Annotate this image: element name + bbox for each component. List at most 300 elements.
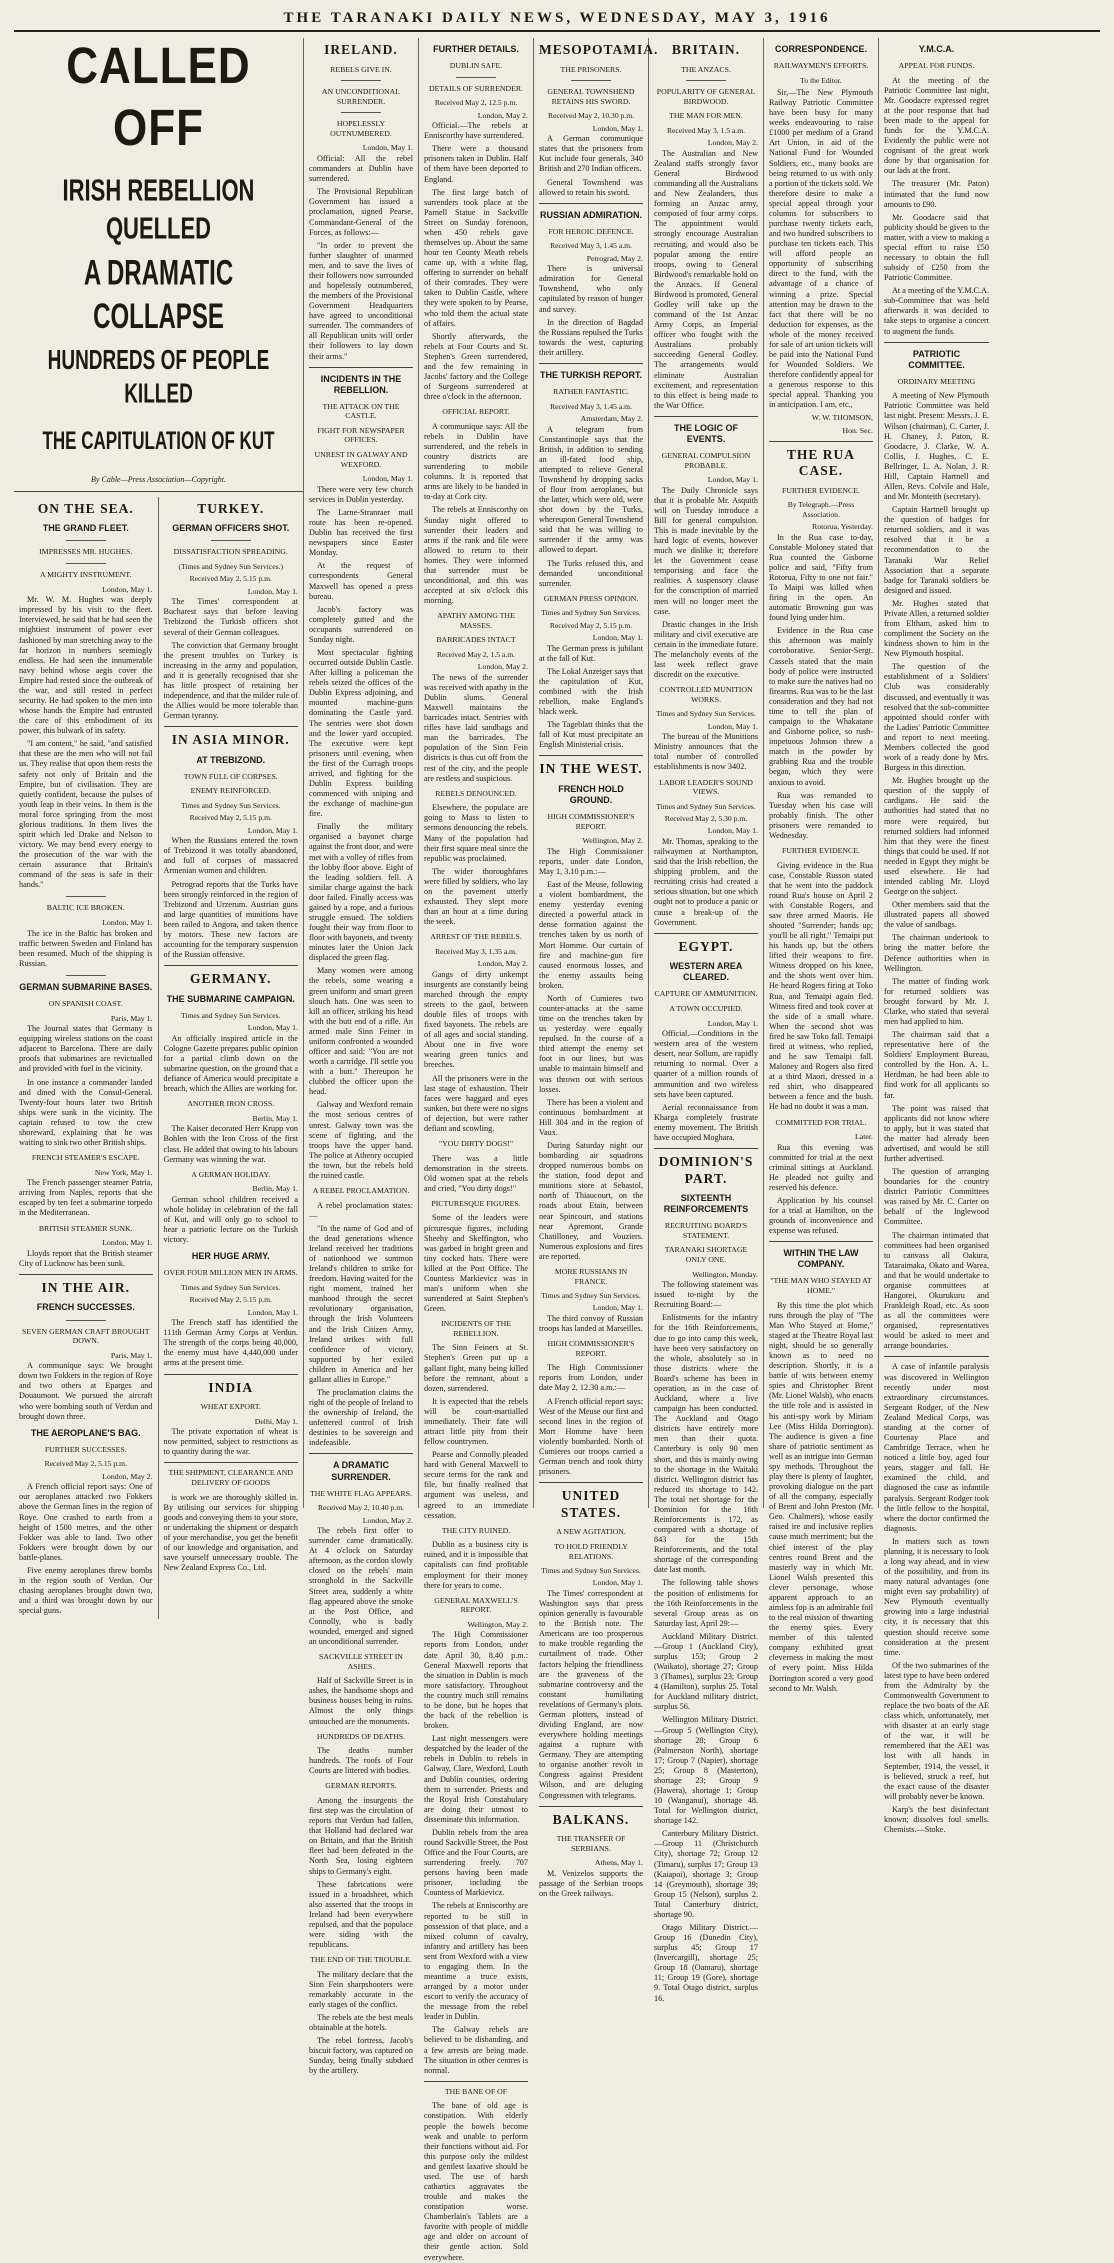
paragraph: An officially inspired article in the Cologne Gazette prepares public opinion for a partial climb down on the submarine question, on the ground that a defiance of America would precipitate a breach, which the Allies are working for.: [163, 1033, 298, 1094]
paragraph: The chairman undertook to bring the matter before the Defence authorities when in Wellington.: [884, 933, 989, 973]
paragraph: The first large batch of surrenders took place at the Parnell Statue in Sackville Street on Sunday forenoon, when 450 rebels gave themselves up. About the same hour ten County Meath rebels came up, with a white flag, offering to surrender on behalf of their comrades. They were taken to Dublin Castle, where they were spoken to by Pearse, who told them the actual state of affairs.: [424, 187, 528, 328]
paragraph: Rua was remanded to Tuesday when his case will probably finish. The other prisoners were remanded to Wednesday.: [769, 790, 873, 840]
salutation: To the Editor.: [800, 75, 842, 85]
paragraph: East of the Meuse, following a violent bombardment, the enemy yesterday evening directed a powerful attack in dense formation against the trenches taken by us north of Mort Homme. Our curtain of fire and machine-gun fire caused enormous losses, and the enemy assaults being broken.: [539, 880, 643, 990]
subhead: "THE MAN WHO STAYED AT HOME.": [770, 1276, 872, 1296]
section-head: WITHIN THE LAW COMPANY.: [783, 1248, 859, 1270]
subhead: UNREST IN GALWAY AND WEXFORD.: [314, 450, 408, 469]
received-line: Received May 2, 10.30 p.m.: [547, 111, 635, 121]
paragraph: "In the name of God and of the dead generations whence Ireland received her traditions of nationhood we summon Ireland's children to strike for freedom. Having waited for the right moment, trained her manhood through the secret revolutionary organisation, through the Irish Volunteers and the Irish Citizen Army, Ireland strikes with full confidence of victory, supported by her exiled children in America and her gallant allies in Europe.": [309, 1223, 413, 1384]
dateline: London, May 2.: [477, 110, 528, 120]
paragraph: Mr. Hughes brought up the question of the supply of cardigans. He said the authorities had stated that no more were required, but returned soldiers had informed him that they were the finest things that could be used. If not needed in Egypt they might be used elsewhere. He had intended cabling Mr. Lloyd George on the subject.: [884, 776, 989, 897]
paragraph: Most spectacular fighting occurred outside Dublin Castle. After killing a policeman the rebels seized the offices of the Dublin Express adjoining, and mounted machine-guns dominating the Castle yard. The sentries were shot down and the lower yard occupied. The executive were kept prisoners until evening, when the first of the Curragh troops arrived, and fighting for the Dublin Express building commenced with sniping and the exchange of machine-gun fire.: [309, 647, 413, 819]
subhead: HER HUGE ARMY.: [191, 1251, 270, 1262]
paragraph: Canterbury Military District.—Group 11 (Christchurch City), shortage 72; Group 12 (Timaru), surplus 17; Group 13 (Kaiapoi), shortage 3; Group 14 (Greymouth), shortage 39; Group 15 (Nelson), surplus 2. Total Canterbury district, shortage 90.: [654, 1829, 758, 1919]
dateline: Wellington, May 2.: [467, 1619, 528, 1629]
section-head: EGYPT.: [678, 938, 734, 954]
received-line: Received May 3, 1.5 a.m.: [666, 125, 746, 135]
subhead: HOPELESSLY OUTNUMBERED.: [330, 119, 392, 138]
received-line: Received May 3, 1.45 a.m.: [550, 241, 632, 251]
subhead: CONTROLLED MUNITION WORKS.: [659, 685, 753, 704]
paragraph: Jacob's factory was completely gutted and the occupants surrendered on Sunday night.: [309, 604, 413, 644]
paragraph: The Galway rebels are believed to be disbanding, and a few arrests are being made. The situation in other centres is normal.: [424, 2025, 528, 2075]
service-line: Times and Sydney Sun Services.: [541, 608, 641, 618]
service-line: (Times and Sydney Sun Services.): [178, 562, 284, 572]
service-line: Times and Sydney Sun Services.: [541, 1291, 641, 1301]
dateline: London, May 1.: [247, 586, 298, 596]
paragraph: There was a little demonstration in the streets. Old women spat at the rebels and cried, "You dirty dogs!": [424, 1153, 528, 1193]
received-line: Received May 2, 12.5 p.m.: [434, 98, 518, 108]
dateline: London, May 1.: [102, 918, 153, 928]
dateline: London, May 2.: [707, 138, 758, 148]
paragraph: The Turks refused this, and demanded unconditional surrender.: [539, 558, 643, 588]
paragraph: The military declare that the Sinn Fein sharpshooters were remarkably accurate in the early stages of the conflict.: [309, 1969, 413, 2009]
section-head: BALKANS.: [552, 1811, 630, 1827]
paragraph: Elsewhere, the populace are going to Mass to listen to sermons denouncing the rebels. Many of the population had their first square meal since the republic was proclaimed.: [424, 803, 528, 863]
subhead: GENERAL TOWNSHEND RETAINS HIS SWORD.: [547, 87, 635, 106]
paragraph: A German communique states that the prisoners from Kut include four generals, 340 British and 270 Indian officers.: [539, 134, 643, 174]
section-head: THE LOGIC OF EVENTS.: [674, 422, 738, 444]
subhead: THE SUBMARINE CAMPAIGN.: [166, 993, 295, 1004]
paragraph: The Times' correspondent at Bucharest says that before leaving Trebizond the Turkish officers shot several of their German colleagues.: [163, 597, 298, 637]
paragraph: Mr. Goodacre said that publicity should be given to the matter, with a view to making a special effort to raise £50 necessary to obtain the full subsidy of £250 from the Patriotic Committee.: [884, 212, 989, 283]
service-line: By Telegraph.—Press Association.: [787, 500, 855, 519]
paragraph: The Tageblatt thinks that the fall of Kut must precipitate an English Ministerial crisis.: [539, 720, 643, 750]
paragraph: In the Rua case to-day, Constable Moloney stated that Rua counted the Gisborne police and said, "Fifty from Rotorua, Fifty to one not fair." To Maipi was killed when firing in the open. An automatic Browning gun was found lying under him.: [769, 532, 873, 623]
subhead: THE WHITE FLAG APPEARS.: [309, 1488, 413, 1498]
subhead: RECRUITING BOARD'S STATEMENT.: [664, 1221, 748, 1240]
paragraph: The rebels at Enniscorthy are reported to be still in possession of that place, and a mixed column of cavalry, infantry and artillery has been sent from Wexford with a view to engaging them. In the meantime a truce exists, arranged by a motor under escort to verify the accuracy of the message from the rebel leader in Dublin.: [424, 1901, 528, 2022]
service-line: Times and Sydney Sun Services.: [181, 1282, 281, 1292]
subhead: TO HOLD FRIENDLY RELATIONS.: [554, 1541, 628, 1561]
subhead: ARREST OF THE REBELS.: [430, 932, 522, 942]
dateline: Paris, May 1.: [110, 1013, 153, 1023]
paragraph: Karp's the best disinfectant known; dissolves foul smells. Chemists.—Stoke.: [884, 1804, 989, 1834]
column-correspondence: [764, 38, 879, 1693]
paragraph: The chairman intimated that committees had been organised to canvass all Oakura, Tataraimaka, Okato and Warea, and that he would undertake to organise committees at Hangorei, Okurukuru and Frankleigh Road, etc. As soon as all the committees were organised, representatives would be asked to meet and arrange boundaries.: [884, 1230, 989, 1351]
section-head: FURTHER DETAILS.: [433, 44, 519, 54]
subhead: SEVEN GERMAN CRAFT BROUGHT DOWN.: [22, 1326, 150, 1346]
section-head: ON THE SEA.: [37, 500, 134, 516]
subhead: ENEMY REINFORCED.: [190, 786, 271, 796]
subhead: FRENCH STEAMER'S ESCAPE.: [31, 1153, 140, 1163]
paragraph: Evidence in the Rua case this afternoon was mainly corroborative. Senior-Sergt. Cassels stated that the main body of police were instructed to make sure the natives had no firearms. Rua was to be the last consideration and they had not time to tell the plan of campaign to the Whakatane and Gisborne police, so rush-impetuous Johnson threw a match in the powder by grabbing Rua and the trouble began, which they were anxious to avoid.: [769, 626, 873, 787]
subhead: POPULARITY OF GENERAL BIRDWOOD.: [656, 87, 756, 106]
subhead: RATHER FANTASTIC.: [553, 387, 629, 397]
subhead: FRENCH SUCCESSES.: [36, 1302, 135, 1313]
paragraph: Galway and Wexford remain the most serious centres of unrest. Galway town was the scene of fighting, and the troops have the upper hand. The police at Athenry occupied the town, but the rebels hold the ruined castle.: [309, 1100, 413, 1180]
paragraph: The treasurer (Mr. Paton) intimated that the fund now amounts to £90.: [884, 179, 989, 209]
paragraph: The French passenger steamer Patria, arriving from Naples, reports that she escaped by ten feet a submarine torpedo in the Mediterranean.: [19, 1178, 153, 1218]
dateline: London, May 1.: [707, 1018, 758, 1028]
subhead: THE CITY RUINED.: [441, 1525, 511, 1535]
paragraph: Gangs of dirty unkempt insurgents are constantly being marched through the empty streets to the gaol, between double files of troops with fixed bayonets. The rebels are of all ages and social standing. About one in five wore wearing green tunics and breeches.: [424, 969, 528, 1070]
paragraph: Enlistments for the infantry for the 16th Reinforcements, due to go into camp this week, have been very satisfactory on the whole, absolutely so in those districts where the Board's scheme has been in operation, as in the case of Auckland, where a live campaign has been conducted. The Auckland and Otago districts have entirely more men than their quota. Canterbury is only 90 men short, and this is mainly owing to the shortage in the Waitaki district. Wellington district has reduced its shortage to 142. The total net shortage for the Dominion for the 16th Reinforcements is 172, as compared with a shortage of 843 for the 15th Reinforcements, and the total shortage of the corresponding date last month.: [654, 1313, 758, 1575]
received-line: Received May 2, 5.15 p.m.: [189, 1295, 272, 1305]
received-line: Received May 2, 1.5 a.m.: [436, 649, 516, 659]
dateline: Later.: [855, 1132, 873, 1142]
headline-capitulation-kut: THE CAPITULATION OF KUT: [42, 427, 275, 455]
paragraph: The point was raised that applicants did not know where to apply, but it was stated that the matter had already been advertised, and would be still further advertised.: [884, 1103, 989, 1163]
paragraph: The proclamation claims the right of the people of Ireland to the ownership of Ireland, the unfettered control of Irish destinies to be sovereign and indefeasible.: [309, 1388, 413, 1448]
subhead: HIGH COMMISSIONER'S REPORT.: [547, 812, 635, 831]
section-head: INCIDENTS IN THE REBELLION.: [320, 373, 402, 395]
paragraph: There is universal admiration for General Townshend, who only capitulated by reason of hunger and survey.: [539, 264, 643, 314]
paragraph: North of Cumieres two counter-attacks at the same time on the trenches taken by us yesterday were equally repulsed. In the course of a third attempt the enemy set foot in our lines, but was unable to maintain himself and was thrown out with serious losses.: [539, 993, 643, 1094]
dateline: Berlin, May 1.: [252, 1113, 298, 1123]
headline-dramatic-collapse: A DRAMATIC COLLAPSE: [83, 254, 234, 337]
subhead: AT TREBIZOND.: [196, 754, 266, 765]
ad-text: The bane of old age is constipation. With elderly people the bowels become weak and unable to perform their functions without aid. For this purpose only the mildest and gentlest laxative should be used. The use of harsh cathartics aggravates the trouble and makes the constipation worse. Chamberlain's Tablets are a favorite with people of middle age and older on account of their gentle action. Sold everywhere.: [424, 2101, 528, 2262]
section-head: THE RUA CASE.: [786, 446, 856, 479]
received-line: Received May 2, 5.15 p.m.: [189, 813, 272, 823]
section-head: PATRIOTIC COMMITTEE.: [908, 348, 965, 370]
paragraph: The rebels first offer to surrender came dramatically. At 4 o'clock on Saturday afternoon, as the cordon slowly closed on the rebels' main stronghold in the Sackville Street area, suddenly a white flag appeared above the smoke at the Post Office, and Connolly, who is badly wounded, emerged and signed an unconditional surrender.: [309, 1526, 413, 1646]
subhead: A REBEL PROCLAMATION.: [312, 1186, 410, 1196]
paragraph: The Provisional Republican Government has issued a proclamation, signed Pearse, Commandant-General of the Forces, as follows:—: [309, 187, 413, 237]
subhead: ORDINARY MEETING: [897, 376, 976, 386]
paragraph: The Daily Chronicle says that it is probable Mr. Asquith will on Tuesday introduce a Bill for general compulsion. This is made inevitable by the hard logic of events, however much we dislike it; therefore let the Government cease temporising and face the realities. A suspensory clause for the conscription of married men will no longer meet the case.: [654, 485, 758, 616]
paragraph: Dublin rebels from the area round Sackville Street, the Post Office and the Four Courts, are surrendering freely. 707 persons having been made prisoner, including the Countess of Markievicz.: [424, 1827, 528, 1898]
subhead: THE ATTACK ON THE CASTLE.: [322, 401, 400, 421]
paragraph: Mr. Thomas, speaking to the railwaymen at Northampton, said that the Irish rebellion, the shipping problem, and the recruiting crisis had created a serious situation, but one which ought not to produce a panic or cause a break-up of the Government.: [654, 836, 758, 927]
subhead: ON SPANISH COAST.: [48, 998, 123, 1008]
paragraph: These fabrications were issued in a broadsheet, which also asserted that the troops in Ireland had been everywhere repulsed, and that the populace were siding with the republicans.: [309, 1879, 413, 1950]
subhead: FURTHER SUCCESSES.: [44, 1444, 127, 1454]
paragraph: The ice in the Baltic has broken and traffic between Sweden and Finland has been resumed. Much of the shipping is Russian.: [19, 928, 153, 968]
section-head: THE TURKISH REPORT.: [539, 369, 642, 380]
paragraph: Shortly afterwards, the rebels at Four Courts and St. Stephen's Green surrendered, and the few remaining in Jacobs' factory and the College of Surgeons surrendered at three o'clock in the afternoon.: [424, 331, 528, 402]
subhead: OFFICIAL REPORT.: [442, 407, 510, 417]
paragraph: M. Venizelos supports the passage of the Serbian troops on the Greek railways.: [539, 1868, 643, 1899]
paragraph: Wellington Military District.—Group 5 (Wellington City), shortage 28; Group 6 (Palmerston North), shortage 17; Group 7 (Napier), shortage 25; Group 8 (Masterton), shortage 23; Group 9 (Hawera), shortage 1; Group 10 (Wanganui), shortage 48. Total for Wellington district, shortage 142.: [654, 1715, 758, 1826]
dateline: London, May 1.: [362, 143, 413, 153]
paragraph: Half of Sackville Street is in ashes, the handsome shops and business houses being in ruins. Almost the only things untouched are the monuments.: [309, 1676, 413, 1726]
subhead: PICTURESQUE FIGURES.: [431, 1198, 521, 1208]
paragraph: The French staff has identified the 111th German Army Corps at Verdun. The strength of the corps being 40,000, the enemy must have 4,440,000 under arms at the present time.: [163, 1318, 298, 1368]
subhead: DISSATISFACTION SPREADING.: [173, 547, 288, 557]
subhead: IMPRESSES MR. HUGHES.: [39, 547, 133, 557]
section-head: Y.M.C.A.: [918, 44, 955, 54]
paragraph: A telegram from Constantinople says that the British, in addition to sending an ill-fated food ship, attempted to relieve General Townshend by dropping sacks of flour from aeroplanes, but the latter, which were old, were shot down by the Turks, whereupon General Townshend said that he was willing to surrender if the army was allowed to depart.: [539, 424, 643, 555]
section-head: A DRAMATIC SURRENDER.: [331, 1460, 391, 1482]
subhead: TOWN FULL OF CORPSES.: [183, 771, 278, 781]
paragraph: The Times' correspondent at Washington says that press opinion generally is favourable to the British note. The Americans are too prosperous to make trouble regarding the curtailment of trade. Other factors helping the friendliness are the graveness of the submarine controversy and the constant humiliating revelations of Germany's plots. German plotters, instead of dividing England, are now everywhere holding meetings against a rupture with Germany. They are attempting to organise another revolt in Congress against President Wilson, and are deluging Congressmen with telegrams.: [539, 1588, 643, 1800]
subhead: DUBLIN SAFE.: [449, 61, 503, 71]
paragraph: A French official report says: West of the Meuse our first and second lines in the region of Mort Homme have been violently bombarded. North of Cumieres our troops carried a German trench and took thirty prisoners.: [539, 1396, 643, 1477]
subhead: GENERAL COMPULSION PROBABLE.: [661, 450, 751, 470]
received-line: Received May 2, 5.15 p.m.: [189, 574, 272, 584]
dateline: New York, May 1.: [94, 1167, 153, 1177]
subhead: MORE RUSSIANS IN FRANCE.: [554, 1266, 628, 1286]
paragraph: Rua this evening was committed for trial at the next criminal sittings at Auckland. He pleaded not guilty and reserved his defence.: [769, 1142, 873, 1192]
headline-hundreds-killed: HUNDREDS OF PEOPLE KILLED: [47, 346, 270, 411]
section-head: UNITED STATES.: [560, 1488, 622, 1520]
paragraph: German school children received a whole holiday in celebration of the fall of Kut, and will only go to school to hear a patriotic lecture on the Turkish victory.: [163, 1194, 298, 1245]
section-head: BRITAIN.: [671, 42, 741, 57]
subhead: A NEW AGITATION.: [556, 1527, 626, 1537]
paragraph: The Lokal Anzeiger says that the capitulation of Kut, combined with the Irish rebellion, make England's black week.: [539, 666, 643, 717]
paragraph: At the meeting of the Patriotic Committee last night, Mr. Goodacre expressed regret at the poor response that had been made to the appeal for funds for the Y.M.C.A. Evidently the public were not cognisant of the great work done by that organisation for our lads at the front.: [884, 75, 989, 176]
paragraph: The question of arranging boundaries for the country district Patriotic Committees was raised by Mr. C. Carter on behalf of the Inglewood Committee.: [884, 1167, 989, 1227]
paragraph: Sir,—The New Plymouth Railway Patriotic Committee have been busy for many weeks endeavouring to raise £1000 per medium of a Grand Art Union, in aid of the National Fund for Wounded Soldiers, etc., many books are being returned to us with only a portion of the tickets sold. We therefore desire to make a special appeal through your columns for subscribers to purchase twenty tickets each, and two hundred subscribers to purchase ten tickets each. This will afford people an opportunity of subscribing direct to the fund, with the advantage of a chance of winning a prize. Special attention may be drawn to the fact that there will be no deduction for expenses, as the whole of the money received for sale of art union tickets will be paid into the National Fund for Wounded Soldiers. We therefore confidently appeal for a generous response to this special appeal. Thanking you in anticipation. I am, etc.,: [769, 87, 874, 410]
subhead: "YOU DIRTY DOGS!": [438, 1138, 514, 1148]
paragraph: Dublin as a business city is ruined, and it is impossible that capitalists can find profitable employment for their money there for years to come.: [424, 1540, 528, 1590]
paragraph: Last night messengers were despatched by the leader of the rebels in Dublin to rebels in Galway, Clare, Wexford, Louth and Dublin counties, ordering them to surrender. Priests and the Royal Irish Constabulary are doing their utmost to disseminate this information.: [424, 1734, 528, 1824]
paragraph: The wider thoroughfares were filled by soldiers, who lay on the pavement utterly exhausted. They slept more than an hour at a time during the week.: [424, 866, 528, 927]
subhead: FOR HEROIC DEFENCE.: [548, 226, 634, 236]
paragraph: A communique says: All the rebels in Dublin have surrendered, and the rebels in country districts are surrendering to mobile columns. It is reported that arms are likely to be handed in to-day at Cork city.: [424, 421, 528, 502]
subhead: GERMAN SUBMARINE BASES.: [19, 981, 153, 992]
paragraph: A French official report says: One of our aeroplanes attacked two Fokkers above the German lines in the region of Roye. One crashed to earth from a height of 1500 metres, and the other Fokker was able to land. Two other Fokkers were brought down by our battle-planes.: [19, 1482, 153, 1562]
subhead: FURTHER EVIDENCE.: [782, 845, 860, 855]
received-line: Received May 2, 5.15 p.m.: [549, 620, 633, 630]
dateline: Delhi, May 1.: [254, 1416, 298, 1426]
subhead: RAILWAYMEN'S EFFORTS.: [773, 61, 869, 71]
dateline: London, May 1.: [592, 1303, 643, 1313]
paragraph: The matter of finding work for returned soldiers was brought forward by Mr. J. Clarke, who stated that several men had applied to him.: [884, 976, 989, 1026]
paragraph: Giving evidence in the Rua case, Constable Russon stated that he went into the paddock round Rua's house on April 2 with Constable Rogers, and saw three armed Maoris. He shouted "Surrender; hands up; you'll be all right." Temaipi put his hands up, but the others lifted their weapons to fire. Witness dropped on his knee, and the shots went over him. He heard Rogers firing at Toko Rua, and Temaipi again fled. Witness fired and took cover at the side of a small whare. When the second shot was fired he saw Toko fall. Temaipi fired at witness, who replied, and he saw Temaipi fall. Maloney and Rogers also fired at a third Maori, dressed in a red shirt, who disappeared between a fence and the bush. He had no doubt it was a man.: [769, 860, 873, 1112]
column-britain: [649, 38, 764, 2003]
dateline: London, May 1.: [707, 475, 758, 485]
paragraph: Five enemy aeroplanes threw bombs in the region south of Verdun. Our chasing aeroplanes brought down two, and a third was brought down by our special guns.: [19, 1565, 153, 1616]
subhead: TARANAKI SHORTAGE ONLY ONE.: [664, 1245, 748, 1265]
masthead: THE TARANAKI DAILY NEWS, WEDNESDAY, MAY 3, 1916: [14, 10, 1100, 32]
column-ymca: [879, 38, 994, 1834]
paragraph: Petrograd reports that the Turks have been strongly reinforced in the region of Trebizond and Urzerum. Austrian guns and large quantities of munitions have been railed to Angora, and taken thence by motors. These new factors are accounting for the temporary suspension of the Russian offensive.: [163, 879, 298, 960]
paragraph: Lloyds report that the British steamer City of Lucknow has been sunk.: [19, 1248, 153, 1268]
dateline: Rotorua, Yesterday.: [812, 522, 873, 532]
signature-title: Hon. Sec.: [842, 426, 873, 436]
paragraph: A rebel proclamation states:—: [309, 1200, 413, 1220]
dateline: Amsterdam, May 2.: [580, 413, 643, 423]
paragraph: Aerial reconnaissance from Kharga completely frustrate enemy movement. The British have occupied Moghara.: [654, 1102, 758, 1142]
service-line: Times and Sydney Sun Services.: [656, 709, 756, 719]
service-line: Times and Sydney Sun Services.: [181, 801, 281, 811]
subhead: FRENCH HOLD GROUND.: [558, 783, 624, 805]
subhead: APPEAL FOR FUNDS.: [898, 61, 975, 71]
paragraph: A communique says: We brought down two Fokkers in the region of Roye and two others at Eparges and Douaumont. We pursued the aircraft who were bombing south of Verdun and brought down three.: [19, 1361, 153, 1421]
subhead: A MIGHTY INSTRUMENT.: [39, 570, 132, 580]
dateline: London, May 2.: [362, 1515, 413, 1525]
headline-called-off: CALLED OFF: [66, 38, 251, 157]
column-mesopotamia: [534, 38, 659, 1899]
subhead: THE ANZACS.: [681, 64, 731, 74]
paragraph: The following statement was issued to-night by the Recruiting Board:—: [654, 1280, 758, 1310]
subhead: FIGHT FOR NEWSPAPER OFFICES.: [317, 425, 405, 445]
received-line: Received May 3, 1.35 a.m.: [435, 946, 517, 956]
paragraph: In the direction of Bagdad the Russians repulsed the Turks towards the west, capturing their artillery.: [539, 317, 643, 357]
subhead: WESTERN AREA CLEARED.: [669, 961, 743, 983]
paragraph: Some of the leaders were picturesque figures, including Sheehy and Skeffington, who was garbed in bright green and tiny cocked hats. There were killed at the Post Office. The Countess Markievicz was in man's uniform when she surrendered at Saint Stephen's Green.: [424, 1213, 528, 1314]
dateline: London, May 2.: [477, 662, 528, 672]
ad-head: THE BANE OF OF: [444, 2086, 508, 2096]
dateline: London, May 1.: [247, 1307, 298, 1317]
paragraph: It is expected that the rebels will be court-martialled immediately. Their fate will attract little pity from their fellow countrymen.: [424, 1396, 528, 1447]
paragraph: There were very few church services in Dublin yesterday.: [309, 484, 413, 504]
paragraph: During Saturday night our bombarding air squadrons dropped numerous bombs on the station, food depot and munitions store at Sebastol, north of Thiaucourt, on the roads about Etain, between near Spincourt, and stations near Apremont, Grande Chatilloney, and Vouziers. Numerous explosions and fires are reported.: [539, 1140, 643, 1261]
dateline: Paris, May 1.: [110, 1350, 153, 1360]
paragraph: "I am content," he said, "and satisfied that these are the men who will not fail us. They realise that upon them rests the safety not only of Britain and the Empire, but of civilisation. They are quietly confident, because the pulses of youth leap in their veins. In them is the moral force springing from the most glorious traditions. In them lives the spirit which led Drake and Nelson to victory. We may bend every energy to the prosecution of the war with the certain assurance that Britain's command of the seas is safe in their hands.": [19, 739, 153, 890]
dateline: London, May 1.: [592, 123, 643, 133]
subhead: REBELS DENOUNCED.: [435, 788, 517, 798]
paragraph: In one instance a commander landed and dined with the Consul-General. Twenty-four hours later two British ships were sunk in the vicinity. The captain refused to tow the crew shoreward, explaining that he was waiting to sink two other British ships.: [19, 1077, 153, 1147]
subhead: WHEAT EXPORT.: [200, 1402, 261, 1412]
subhead: GERMAN REPORTS.: [325, 1781, 397, 1791]
subhead: HIGH COMMISSIONER'S REPORT.: [547, 1339, 635, 1358]
paragraph: The Australian and New Zealand staffs strongly favor General Birdwood commanding all the Australians and New Zealanders, thus forming an Anzac army, composed of four army corps. The appointment would strongly encourage Australian recruiting, and would also be popular among the entire troops, owing to General Birdwood's remarkable hold on the Anzacs. If General Birdwood is promoted, General Godley will take up the command of the 1st Anzac Army Corps, an Imperial officer who fought with the Australians probably succeeding General Godley. The arrangements would eliminate Australian excitement, and representation to this effect is being made to the War Office.: [654, 148, 758, 410]
paragraph: At the request of correspondents General Maxwell has opened a press bureau.: [309, 561, 413, 601]
subhead: THE TRANSFER OF SERBIANS.: [556, 1834, 626, 1853]
subhead: LABOR LEADER'S SOUND VIEWS.: [659, 777, 753, 797]
dateline: London, May 2.: [102, 1471, 153, 1481]
paragraph: General Townshend was allowed to retain his sword.: [539, 177, 643, 197]
subhead: BALTIC ICE BROKEN.: [46, 903, 125, 913]
paragraph: The Journal states that Germany is equipping wireless stations on the coast adjacent to Barcelona. There are daily proofs that submarines are revictualled and provided with fuel in the vicinity.: [19, 1024, 153, 1074]
dateline: Petrograd, May 2.: [586, 253, 643, 263]
subhead: ANOTHER IRON CROSS.: [187, 1099, 275, 1109]
service-line: Times and Sydney Sun Services.: [656, 801, 756, 811]
paragraph: The rebel fortress, Jacob's biscuit factory, was captured on Sunday, being finally subdued by the artillery.: [309, 2036, 413, 2076]
service-line: Times and Sydney Sun Services.: [181, 1010, 281, 1020]
paragraph: The Kaiser decorated Herr Krupp von Bohlen with the Iron Cross of the first class. He added that owing to his labours Germany was winning the war.: [163, 1124, 298, 1164]
subhead: CAPTURE OF AMMUNITION.: [654, 989, 758, 999]
paragraph: The German press is jubilant at the fall of Kut.: [539, 643, 643, 663]
section-head: TURKEY.: [197, 500, 265, 516]
subhead: THE END OF THE TROUBLE.: [310, 1955, 412, 1965]
dateline: Wellington, Monday.: [692, 1269, 758, 1279]
dateline: London, May 1.: [102, 1238, 153, 1248]
paragraph: The deaths number hundreds. The roofs of Four Courts are littered with bodies.: [309, 1746, 413, 1776]
signature: W. W. THOMSON,: [811, 413, 873, 423]
subhead: INCIDENTS OF THE REBELLION.: [440, 1319, 512, 1338]
subhead: APATHY AMONG THE MASSES.: [437, 611, 515, 630]
section-head: RUSSIAN ADMIRATION.: [540, 209, 642, 220]
dateline: London, May 1.: [362, 474, 413, 484]
subhead: HUNDREDS OF DEATHS.: [316, 1731, 406, 1741]
subhead: COMMITTED FOR TRIAL.: [775, 1117, 867, 1127]
paragraph: The chairman said that a representative here of the Soldiers' Employment Bureau, controlled by the Hon. A. L. Herdman, he had been able to find work for all applicants so far.: [884, 1030, 989, 1100]
section-head: INDIA: [208, 1379, 254, 1395]
paragraph: Mr. Hughes stated that Private Allen, a returned soldier from Eltham, asked him to compliment the Society on the kindness shown to him in the New Plymouth hospital.: [884, 598, 989, 659]
section-head: MESOPOTAMIA.: [539, 42, 659, 57]
paragraph: The question of the establishment of a Soldiers' Club was considerably discussed, and eventually it was resolved that the sub-committee appointed should confer with the Ladies' Patriotic Committee and report to next meeting. Members collected the good work of a ready done by Mrs. Burgess in this direction.: [884, 662, 989, 773]
subhead: THE GRAND FLEET.: [42, 523, 129, 534]
paragraph: The High Commissioner reports from London, under date April 30, 8.40 p.m.: General Maxwell reports that the situation in Dublin is much more satisfactory. Throughout the country much still remains to be done, but he hopes that the back of the rebellion is broken.: [424, 1630, 528, 1731]
subhead: GERMAN PRESS OPINION.: [543, 593, 639, 603]
headline-irish-rebellion: IRISH REBELLION QUELLED: [62, 172, 255, 246]
subhead: AN UNCONDITIONAL SURRENDER.: [321, 87, 401, 106]
dateline: Athens, May 1.: [594, 1858, 643, 1868]
paragraph: The Sinn Feiners at St. Stephen's Green put up a gallant fight, many being killed before the remnant, about a dozen, surrendered.: [424, 1343, 528, 1393]
service-line: Times and Sydney Sun Services.: [541, 1566, 641, 1576]
subhead: THE AEROPLANE'S BAG.: [30, 1427, 141, 1438]
section-head: DOMINION'S PART.: [658, 1153, 754, 1186]
paragraph: When the Russians entered the town of Trebizond it was totally abandoned, and full of corpses of massacred Armenian women and children.: [163, 836, 298, 876]
paragraph: Official.—The rebels at Enniscorthy have surrendered.: [424, 121, 528, 141]
paragraph: All the prisoners were in the last stage of exhaustion. Their faces were haggard and eyes sunken, but there were no signs of dejection, but were rather defiant and scowling.: [424, 1073, 528, 1133]
received-line: Received May 2, 5.30 p.m.: [664, 814, 748, 824]
paragraph: Otago Military District.—Group 16 (Dunedin City), surplus 45; Group 17 (Invercargill), shortage 25; Group 18 (Oamaru), shortage 11; Group 19 (Gore), shortage 9. Total Otago district, surplus 16.: [654, 1923, 758, 2003]
paragraph: Pearse and Connolly pleaded hard with General Maxwell to secure terms for the rank and file, but finally realised that argument was useless, and agreed to an immediate cessation.: [424, 1450, 528, 1520]
paragraph: Application by his counsel for a trial at Hamilton, on the grounds of inconvenience and expense was refused.: [769, 1196, 873, 1236]
paragraph: The High Commissioner reports from London, under date May 2, 12.30 a.m.:—: [539, 1363, 643, 1393]
column-sea: [14, 497, 159, 1619]
subhead: OVER FOUR MILLION MEN IN ARMS.: [163, 1268, 298, 1278]
section-head: CORRESPONDENCE.: [774, 44, 867, 54]
section-head: IN ASIA MINOR.: [171, 732, 290, 748]
subhead: BRITISH STEAMER SUNK.: [38, 1223, 133, 1233]
subhead: A GERMAN HOLIDAY.: [191, 1169, 271, 1179]
section-head: IN THE WEST.: [539, 761, 643, 777]
dateline: London, May 2.: [477, 959, 528, 969]
paragraph: There were a thousand prisoners taken in Dublin. Half of them have been deported to England.: [424, 144, 528, 184]
paragraph: Many women were among the rebels, some wearing a green uniform and smart green slouch hats. One was seen to kill an officer, striking his head with the butt end of a rifle. An armed male Sinn Feiner in uniform confronted a wounded officer and said: "You are not worth a cartridge. I'll settle you with a butt." Thereupon he clubbed the officer upon the head.: [309, 966, 413, 1097]
ad-text: is work we are thoroughly skilled in. By utilising our services for shipping goods and conveying them to your store, or undertaking the shipment or despatch of your merchandise, you get the benefit of our knowledge and organisation, and save yourself unnecessary trouble. The New Zealand Express Co., Ltd.: [163, 1492, 298, 1573]
paragraph: Of the two submarines of the latest type to have been ordered from the Admiralty by the Commonwealth Government to replace the two boats of the AE class which, unfortunately, met with disaster at an early stage of the war, it will be remembered that the AE1 was lost with all hands in September, 1914, the vessel, it is believed, struck a reef, but the exact cause of the disaster will probably never be known.: [884, 1660, 989, 1801]
paragraph: The following table shows the position of enlistments for the 16th Reinforcements in the several Group areas as on Saturday last, April 29:—: [654, 1578, 758, 1628]
paragraph: "In order to prevent the further slaughter of unarmed men, and to save the lives of their followers now surrounded and hopelessly outnumbered, the members of the Provisional Government Headquarters have agreed to unconditional surrender. The commanders of all Republican units will order their followers to lay down their arms.": [309, 240, 413, 361]
dateline: London, May 1.: [247, 825, 298, 835]
subhead: THE PRISONERS.: [560, 64, 622, 74]
received-line: Received May 2, 5.15 p.m.: [44, 1459, 127, 1469]
dateline: London, May 1.: [247, 1023, 298, 1033]
section-head: GERMANY.: [190, 971, 272, 987]
paragraph: The conviction that Germany brought the present troubles on Turkey is increasing in the army and population, and it is generally recognised that she has little prospect of retaining her independence, and that the milder rule of the Allies would be more tolerable than German tyranny.: [163, 640, 298, 721]
column-turkey: [159, 497, 304, 1619]
lead-section: [14, 38, 304, 1616]
dateline: Berlin, May 1.: [252, 1184, 298, 1194]
subhead: FURTHER EVIDENCE.: [782, 485, 860, 495]
subhead: GENERAL MAXWELL'S REPORT.: [434, 1595, 518, 1615]
paragraph: Mr. W. M. Hughes was deeply impressed by his visit to the fleet. Interviewed, he said that he had seen the mightiest instrument of power ever fashioned by man stretching away to the far horizon in numbers seemingly endless. He had seen the innumerable navy behind whose aegis cover the Empire had rested since the outbreak of the war, and still rested in perfect security. He had spoken to the men into whose hands the Empire had entrusted the care of this embodiment of its power, this bulwark of its safety.: [19, 595, 153, 736]
paragraph: By this time the plot which runs through the play of "The Man Who Stayed at Home," staged at the Theatre Royal last night, should be so generally known as to need no description. Shortly, it is a battle of wits between enemy spies and Christopher Brent (Mr. Lionel Walsh), who enacts the title role and is assisted in his anti-spy work by Miriam Lee (Miss Hilda Dorrington). The audience is given a fine share of patriotic sentiment as well as an intrigue into German spy methods. Throughout the play there is plenty of laughter, provoking dialogue on the part of all the company, especially of Brent and John Preston (Mr. Geo. Chalmers), whose easily raised ire and inclusive replies cause much merriment; but the chief interest of the play centres round Brent and the masterly way in which Mr. Lionel Walsh presented this clever personage, whose apparent approach to an aimless fop is an admirable foil to the real mission of thwarting the enemy spies. Every member of this talented company exhibited great cleverness in making the most of every point. Miss Hilda Dorrington scored a very good second to Mr. Walsh.: [769, 1300, 873, 1693]
dateline: London, May 1.: [707, 826, 758, 836]
paragraph: Captain Hartnell brought up the question of badges for returned soldiers, and it was resolved that it be a recommendation to the Taranaki War Relief Association that a separate badge for Taranaki soldiers be designed and issued.: [884, 505, 989, 595]
subhead: THE MAN FOR MEN.: [669, 111, 743, 121]
subhead: A TOWN OCCUPIED.: [669, 1003, 743, 1013]
received-line: Received May 2, 10.40 p.m.: [317, 1503, 405, 1513]
subhead: DETAILS OF SURRENDER.: [428, 83, 524, 93]
paragraph: There has been a violent and continuous bombardment at Hill 304 and in the region of Vaux.: [539, 1097, 643, 1137]
paragraph: The rebels ate the best meals obtainable at the hotels.: [309, 2013, 413, 2033]
paragraph: The bureau of the Munitions Ministry announces that the total number of controlled establishments is now 3402.: [654, 732, 758, 772]
paragraph: A case of infantile paralysis was discovered in Wellington recently under most extraordinary circumstances. Sergeant Rodger, of the New Zealand Medical Corps, was standing at the corner of Courtenay Place and Cambridge Terrace, when he noticed a little boy, aged four years, stagger and fall. He examined the child, and diagnosed the case as infantile paralysis. Sergeant Rodger took the little fellow to the hospital, where the doctor confirmed the diagnosis.: [884, 1362, 989, 1533]
column-further-details: [419, 38, 534, 2262]
subhead: SIXTEENTH REINFORCEMENTS: [663, 1193, 749, 1215]
subhead: BARRICADES INTACT: [436, 635, 516, 645]
subhead: GERMAN OFFICERS SHOT.: [172, 523, 290, 534]
paragraph: In matters such as town planning, it is necessary to look a long way ahead, and in view of the possibility, and from its many natural advantages (one might even say probability) of New Plymouth eventually growing into a large industrial city, it is necessary that this question should receive some consideration at the present time.: [884, 1536, 989, 1657]
paragraph: At a meeting of the Y.M.C.A. sub-Committee that was held afterwards it was decided to take steps to organise a concert to augment the funds.: [884, 286, 989, 336]
paragraph: The private exportation of wheat is now permitted, subject to restrictions as to quantity during the war.: [163, 1427, 298, 1457]
paragraph: The third convoy of Russian troops has landed at Marseilles.: [539, 1313, 643, 1334]
dateline: London, May 1.: [102, 584, 153, 594]
ad-head: THE SHIPMENT, CLEARANCE AND DELIVERY OF GOODS: [168, 1468, 294, 1488]
paragraph: Official.—Conditions in the western area of the western desert, near Sollum, are rapidly returning to normal. Over a quarter of a million rounds of ammunition and two wireless sets have been captured.: [654, 1029, 758, 1099]
dateline: London, May 1.: [592, 632, 643, 642]
paragraph: The news of the surrender was received with apathy in the Dublin slums. General Maxwell maintains the barricades intact. Sentries with rifles have laid sandbags and man the barricades. The population of the Sinn Fein districts is thus cut off from the rest of the city, and the people are restless and suspicious.: [424, 672, 528, 783]
subhead: SACKVILLE STREET IN ASHES.: [319, 1652, 403, 1671]
dateline: Wellington, May 2.: [582, 836, 643, 846]
section-head: IRELAND.: [324, 42, 398, 57]
columns: [14, 38, 1100, 2262]
subhead: REBELS GIVE IN.: [330, 64, 392, 74]
section-head: IN THE AIR.: [41, 1279, 130, 1295]
paragraph: Finally the military organised a bayonet charge against the front door, and were met with a volley of rifles from the lobby floor above. Eight of the leading soldiers fell. A similar charge against the back door failed. Finally access was gained by a rope, and a furious struggle ensued. The soldiers fought their way from floor to floor with bayonets, and twenty minutes later the Union Jack displaced the green flag.: [309, 822, 413, 963]
paragraph: A meeting of New Plymouth Patriotic Committee was held last night. Present: Messrs. J. E. Wilson (chairman), C. Carter, J. H. Chaney, J. Paton, R. Goodacre, J. Clarke, W. A. Collis, J. Hughes, C. E. Bellringer, L. A. Nolan, J. R. Hill, Captain Hartnell and Allen, Revs. Colvile and Hale, and Mr. Monteith (secretary).: [884, 391, 989, 502]
received-line: Received May 3, 1.45 a.m.: [550, 401, 632, 411]
